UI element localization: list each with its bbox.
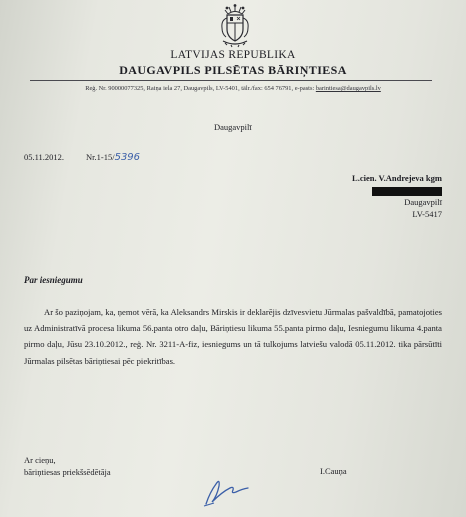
header-divider — [30, 80, 432, 81]
recipient-block — [352, 172, 442, 220]
letter-body: Ar šo paziņojam, ka, ņemot vērā, ka Aleksandrs Mirskis ir deklarējis dzīvesvietu Jūrmalas pašvaldībā, pamatojoties uz Administratīvā procesa likuma 56.panta otro daļu, Bāriņtiesu likuma 55.panta pirmo daļu, Iesniegumu likuma 4.panta pirmo daļu, Jūsu 23.10.2012., reģ. Nr. 3211-A-fiz, iesniegums un tā tulkojums latviešu valodā 05.11.2012. tika pārsūtīti Jūrmalas pilsētas bāriņtiesai pēc piekritības. — [24, 307, 442, 366]
signature-icon — [200, 470, 252, 508]
coat-of-arms-icon — [217, 4, 253, 48]
issue-city: Daugavpilī — [214, 122, 252, 132]
contact-line — [0, 85, 466, 92]
handwritten-number: 5396 — [114, 152, 141, 163]
registration-prefix: Nr.1-15/ — [86, 152, 115, 162]
signatory-name: I.Cauņa — [320, 466, 347, 476]
letter-subject: Par iesniegumu — [24, 275, 83, 285]
recipient-city: Daugavpilī — [404, 197, 442, 207]
closing-block — [24, 454, 111, 478]
letter-date: 05.11.2012. — [24, 152, 65, 162]
email-link[interactable]: barintiesa@daugavpils.lv — [315, 85, 381, 92]
country-name: LATVIJAS REPUBLIKA — [170, 49, 296, 61]
authority-name: DAUGAVPILS PILSĒTAS BĀRIŅTIESA — [119, 63, 347, 77]
closing-title: bāriņtiesas priekšsēdētāja — [24, 467, 111, 477]
recipient-name: L.cien. V.Andrejeva kgm — [352, 173, 442, 183]
registration-number — [86, 152, 140, 163]
closing-salutation: Ar cieņu, — [24, 455, 56, 465]
contact-details: Reģ. Nr. 90000077325, Raiņa iela 27, Daugavpils, LV-5401, tālr./fax: 654 76791, e-pasts: — [85, 85, 315, 92]
redaction-bar — [372, 187, 442, 196]
recipient-postal-code: LV-5417 — [412, 209, 442, 219]
recipient-address-redacted — [352, 184, 442, 196]
